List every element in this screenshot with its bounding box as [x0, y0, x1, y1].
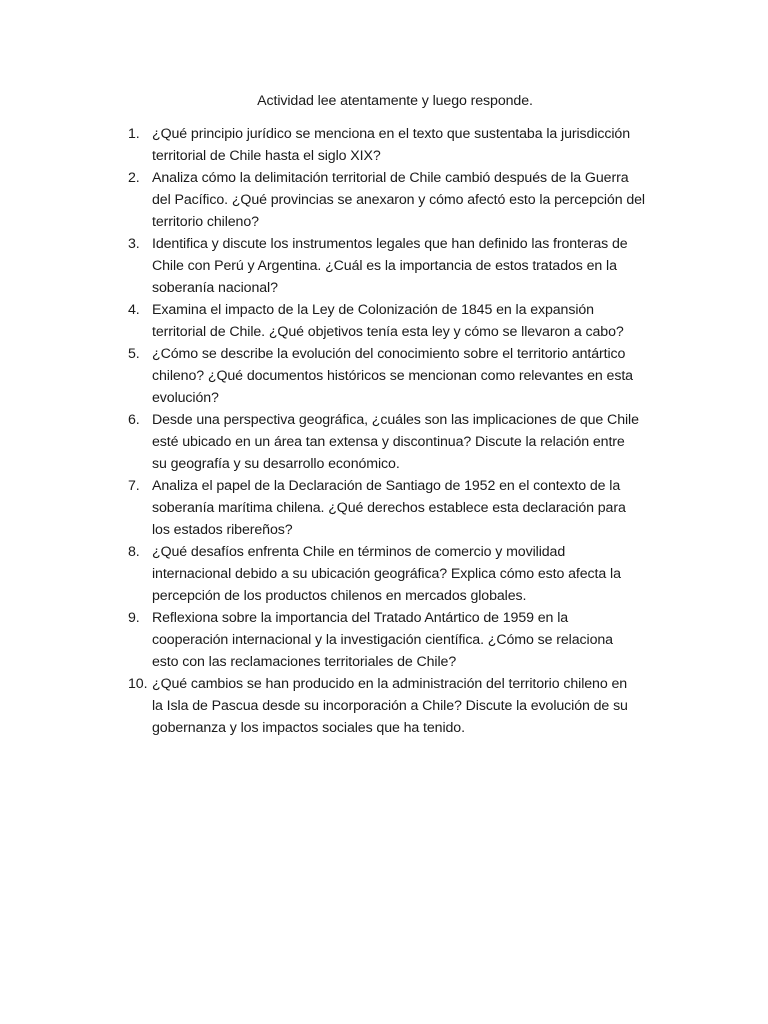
question-item: [128, 299, 668, 343]
question-text: [152, 475, 668, 541]
question-text-line: soberanía marítima chilena. ¿Qué derechos establece esta declaración para: [152, 500, 626, 516]
question-number: 1.: [128, 126, 140, 142]
question-number: 6.: [128, 412, 140, 428]
question-text-line: del Pacífico. ¿Qué provincias se anexaron y cómo afectó esto la percepción del: [152, 192, 645, 208]
question-number: 7.: [128, 478, 140, 494]
question-number: 2.: [128, 170, 140, 186]
question-text: [152, 299, 668, 343]
question-text-line: Examina el impacto de la Ley de Colonización de 1845 en la expansión: [152, 302, 594, 318]
question-text-line: esté ubicado en un área tan extensa y discontinua? Discute la relación entre: [152, 434, 625, 450]
question-text-line: Reflexiona sobre la importancia del Tratado Antártico de 1959 en la: [152, 610, 569, 626]
question-text: [152, 233, 668, 299]
question-item: [128, 409, 668, 475]
question-number: 8.: [128, 544, 140, 560]
question-text-line: ¿Cómo se describe la evolución del conocimiento sobre el territorio antártico: [152, 346, 626, 362]
question-text-line: ¿Qué desafíos enfrenta Chile en términos de comercio y movilidad: [152, 544, 566, 560]
question-item: [128, 233, 668, 299]
activity-title: Actividad lee atentamente y luego responde.: [257, 93, 533, 109]
question-item: [128, 167, 668, 233]
question-text-line: su geografía y su desarrollo económico.: [152, 456, 400, 472]
question-text-line: evolución?: [152, 390, 219, 406]
question-text-line: ¿Qué cambios se han producido en la administración del territorio chileno en: [152, 676, 628, 692]
question-item: [128, 673, 668, 739]
question-number: 4.: [128, 302, 140, 318]
question-text: [152, 607, 668, 673]
question-text-line: soberanía nacional?: [152, 280, 278, 296]
question-number: 9.: [128, 610, 140, 626]
question-text-line: Chile con Perú y Argentina. ¿Cuál es la importancia de estos tratados en la: [152, 258, 617, 274]
question-text-line: Analiza cómo la delimitación territorial de Chile cambió después de la Guerra: [152, 170, 629, 186]
question-text: [152, 541, 668, 607]
question-text-line: esto con las reclamaciones territoriales de Chile?: [152, 654, 457, 670]
question-item: [128, 123, 668, 167]
question-text-line: territorial de Chile. ¿Qué objetivos tenía esta ley y cómo se llevaron a cabo?: [152, 324, 624, 340]
question-text-line: percepción de los productos chilenos en mercados globales.: [152, 588, 527, 604]
question-text-line: territorial de Chile hasta el siglo XIX?: [152, 148, 381, 164]
question-number: 3.: [128, 236, 140, 252]
question-text-line: cooperación internacional y la investigación científica. ¿Cómo se relaciona: [152, 632, 613, 648]
question-item: [128, 607, 668, 673]
question-text-line: Desde una perspectiva geográfica, ¿cuáles son las implicaciones de que Chile: [152, 412, 639, 428]
question-text-line: los estados ribereños?: [152, 522, 293, 538]
question-text-line: Analiza el papel de la Declaración de Santiago de 1952 en el contexto de la: [152, 478, 621, 494]
question-list: [128, 123, 668, 739]
question-text: [152, 123, 668, 167]
question-text: [152, 409, 668, 475]
question-text-line: territorio chileno?: [152, 214, 259, 230]
question-text: [152, 343, 668, 409]
question-item: [128, 475, 668, 541]
question-text-line: chileno? ¿Qué documentos históricos se mencionan como relevantes en esta: [152, 368, 633, 384]
question-item: [128, 343, 668, 409]
question-text-line: ¿Qué principio jurídico se menciona en el texto que sustentaba la jurisdicción: [152, 126, 630, 142]
question-item: [128, 541, 668, 607]
question-text-line: internacional debido a su ubicación geográfica? Explica cómo esto afecta la: [152, 566, 621, 582]
question-text-line: la Isla de Pascua desde su incorporación a Chile? Discute la evolución de su: [152, 698, 628, 714]
question-number: 10.: [128, 676, 148, 692]
question-text-line: gobernanza y los impactos sociales que ha tenido.: [152, 720, 465, 736]
question-text: [152, 167, 668, 233]
question-text-line: Identifica y discute los instrumentos legales que han definido las fronteras de: [152, 236, 628, 252]
question-text: [152, 673, 668, 739]
question-number: 5.: [128, 346, 140, 362]
